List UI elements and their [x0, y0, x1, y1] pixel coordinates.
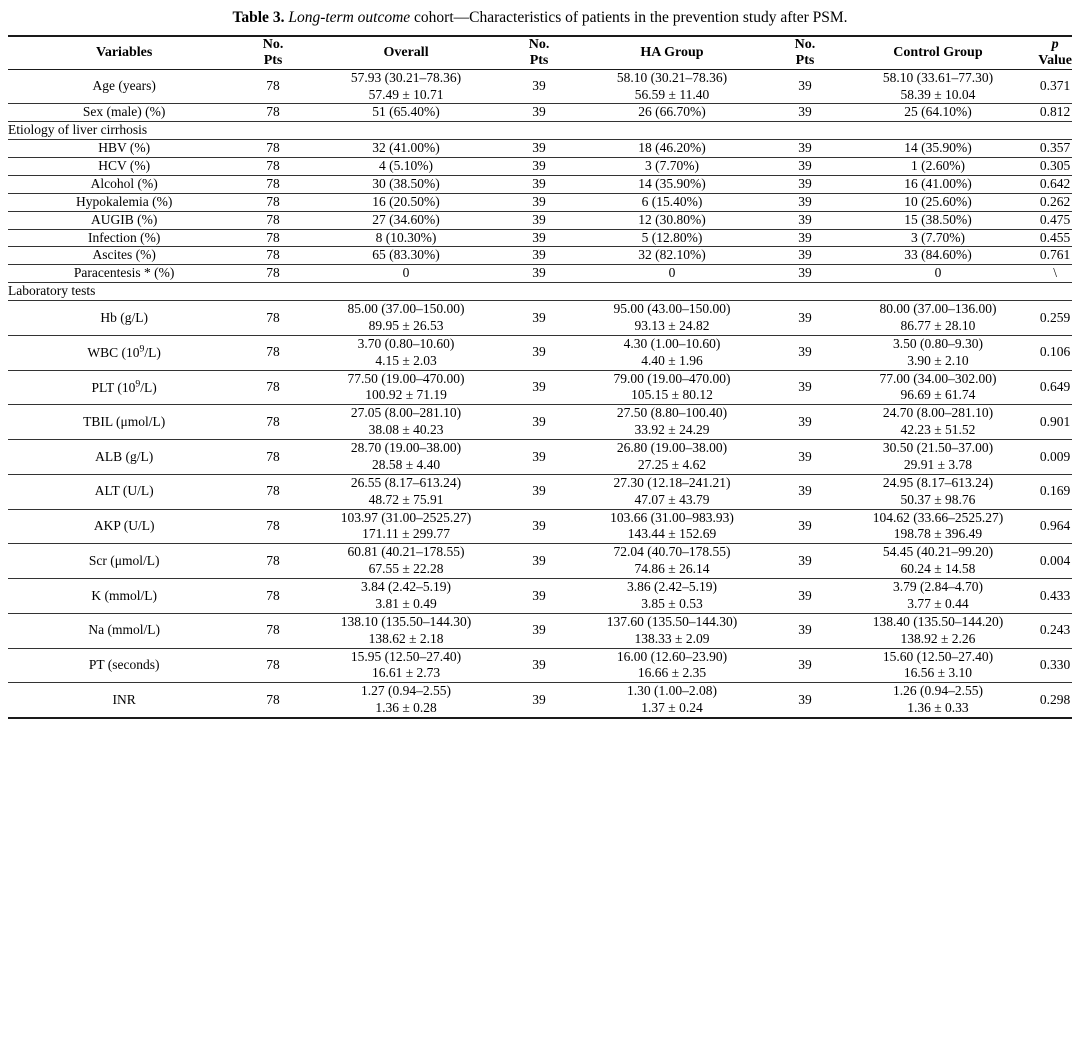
overall-value: 4 (5.10%)	[306, 158, 507, 176]
overall-n: 78	[240, 69, 305, 104]
control-n: 39	[772, 158, 837, 176]
table-row	[8, 683, 1072, 718]
control-value: 15 (38.50%)	[838, 211, 1039, 229]
overall-n: 78	[240, 579, 305, 614]
control-n: 39	[772, 265, 837, 283]
col-header-p-value-line2: Value	[1038, 53, 1072, 69]
control-n: 39	[772, 229, 837, 247]
overall-n: 78	[240, 370, 305, 405]
ha-value: 4.30 (1.00–10.60) 4.40 ± 1.96	[572, 335, 773, 370]
variable-name: Ascites (%)	[8, 247, 240, 265]
control-n: 39	[772, 579, 837, 614]
ha-n: 39	[506, 229, 571, 247]
ha-value: 137.60 (135.50–144.30) 138.33 ± 2.09	[572, 613, 773, 648]
control-n: 39	[772, 613, 837, 648]
p-value: 0.649	[1038, 370, 1072, 405]
ha-value: 103.66 (31.00–983.93) 143.44 ± 152.69	[572, 509, 773, 544]
overall-n: 78	[240, 247, 305, 265]
overall-n: 78	[240, 229, 305, 247]
variable-name: Hb (g/L)	[8, 301, 240, 336]
overall-value: 103.97 (31.00–2525.27) 171.11 ± 299.77	[306, 509, 507, 544]
variable-name: K (mmol/L)	[8, 579, 240, 614]
caption-italic: Long-term outcome	[288, 9, 411, 26]
control-n: 39	[772, 301, 837, 336]
section-label: Etiology of liver cirrhosis	[8, 122, 1072, 140]
col-header-control-group	[838, 36, 1039, 69]
overall-value: 65 (83.30%)	[306, 247, 507, 265]
col-header-no-pts-1-line1: No.	[262, 37, 284, 53]
overall-value: 32 (41.00%)	[306, 140, 507, 158]
ha-n: 39	[506, 211, 571, 229]
ha-value: 12 (30.80%)	[572, 211, 773, 229]
p-value: \	[1038, 265, 1072, 283]
control-n: 39	[772, 211, 837, 229]
ha-value: 58.10 (30.21–78.36) 56.59 ± 11.40	[572, 69, 773, 104]
variable-name: WBC $(10^9/L)$	[8, 335, 240, 370]
control-n: 39	[772, 104, 837, 122]
variable-name: INR	[8, 683, 240, 718]
table-row	[8, 104, 1072, 122]
overall-value: 0	[306, 265, 507, 283]
ha-value: 18 (46.20%)	[572, 140, 773, 158]
col-header-ha-group-label: HA Group	[640, 45, 704, 61]
control-n: 39	[772, 69, 837, 104]
overall-value: 16 (20.50%)	[306, 193, 507, 211]
ha-value: 14 (35.90%)	[572, 175, 773, 193]
overall-value: 77.50 (19.00–470.00) 100.92 ± 71.19	[306, 370, 507, 405]
overall-n: 78	[240, 158, 305, 176]
overall-n: 78	[240, 474, 305, 509]
ha-n: 39	[506, 247, 571, 265]
variable-name: HBV (%)	[8, 140, 240, 158]
overall-n: 78	[240, 613, 305, 648]
ha-n: 39	[506, 648, 571, 683]
table-row	[8, 509, 1072, 544]
control-n: 39	[772, 193, 837, 211]
col-header-control-group-label: Control Group	[893, 45, 983, 61]
col-header-no-pts-2-line1: No.	[528, 37, 550, 53]
control-value: 80.00 (37.00–136.00) 86.77 ± 28.10	[838, 301, 1039, 336]
table-row	[8, 474, 1072, 509]
ha-value: 26.80 (19.00–38.00) 27.25 ± 4.62	[572, 440, 773, 475]
p-value: 0.330	[1038, 648, 1072, 683]
col-header-no-pts-2-line2: Pts	[529, 53, 549, 69]
col-header-no-pts-3	[772, 36, 837, 69]
ha-value: 72.04 (40.70–178.55) 74.86 ± 26.14	[572, 544, 773, 579]
p-value: 0.106	[1038, 335, 1072, 370]
ha-n: 39	[506, 175, 571, 193]
overall-value: 57.93 (30.21–78.36) 57.49 ± 10.71	[306, 69, 507, 104]
table-row	[8, 648, 1072, 683]
control-value: 14 (35.90%)	[838, 140, 1039, 158]
table-body	[8, 69, 1072, 718]
overall-value: 27 (34.60%)	[306, 211, 507, 229]
table-row	[8, 211, 1072, 229]
col-header-p-value	[1038, 36, 1072, 69]
table-row	[8, 301, 1072, 336]
table-section-row	[8, 283, 1072, 301]
col-header-overall	[306, 36, 507, 69]
p-value: 0.761	[1038, 247, 1072, 265]
ha-n: 39	[506, 69, 571, 104]
ha-value: 26 (66.70%)	[572, 104, 773, 122]
ha-value: 6 (15.40%)	[572, 193, 773, 211]
ha-value: 27.50 (8.80–100.40) 33.92 ± 24.29	[572, 405, 773, 440]
col-header-variables-label: Variables	[96, 45, 153, 61]
overall-n: 78	[240, 211, 305, 229]
header-row	[8, 36, 1072, 69]
control-n: 39	[772, 370, 837, 405]
ha-n: 39	[506, 335, 571, 370]
control-value: 33 (84.60%)	[838, 247, 1039, 265]
variable-name: HCV (%)	[8, 158, 240, 176]
overall-n: 78	[240, 544, 305, 579]
ha-n: 39	[506, 104, 571, 122]
table-row	[8, 544, 1072, 579]
p-value: 0.455	[1038, 229, 1072, 247]
variable-name: PT (seconds)	[8, 648, 240, 683]
ha-value: 0	[572, 265, 773, 283]
table-row	[8, 158, 1072, 176]
ha-n: 39	[506, 301, 571, 336]
p-value: 0.262	[1038, 193, 1072, 211]
p-value: 0.475	[1038, 211, 1072, 229]
col-header-p-value-line1: p	[1051, 37, 1059, 53]
variable-name: ALB (g/L)	[8, 440, 240, 475]
table-number: Table 3.	[232, 9, 285, 26]
p-value: 0.009	[1038, 440, 1072, 475]
table-row	[8, 193, 1072, 211]
col-header-no-pts-1	[240, 36, 305, 69]
control-value: 1 (2.60%)	[838, 158, 1039, 176]
table-row	[8, 440, 1072, 475]
control-value: 54.45 (40.21–99.20) 60.24 ± 14.58	[838, 544, 1039, 579]
overall-n: 78	[240, 683, 305, 718]
table-row	[8, 405, 1072, 440]
overall-value: 15.95 (12.50–27.40) 16.61 ± 2.73	[306, 648, 507, 683]
overall-n: 78	[240, 405, 305, 440]
ha-n: 39	[506, 613, 571, 648]
control-value: 3 (7.70%)	[838, 229, 1039, 247]
col-header-overall-label: Overall	[383, 45, 429, 61]
variable-name: TBIL (μmol/L)	[8, 405, 240, 440]
ha-value: 79.00 (19.00–470.00) 105.15 ± 80.12	[572, 370, 773, 405]
col-header-no-pts-3-line2: Pts	[795, 53, 815, 69]
ha-n: 39	[506, 474, 571, 509]
control-value: 138.40 (135.50–144.20) 138.92 ± 2.26	[838, 613, 1039, 648]
control-value: 3.79 (2.84–4.70) 3.77 ± 0.44	[838, 579, 1039, 614]
control-value: 3.50 (0.80–9.30) 3.90 ± 2.10	[838, 335, 1039, 370]
variable-name: Na (mmol/L)	[8, 613, 240, 648]
control-n: 39	[772, 175, 837, 193]
overall-n: 78	[240, 440, 305, 475]
p-value: 0.298	[1038, 683, 1072, 718]
control-n: 39	[772, 440, 837, 475]
table-row	[8, 175, 1072, 193]
control-value: 24.95 (8.17–613.24) 50.37 ± 98.76	[838, 474, 1039, 509]
ha-n: 39	[506, 370, 571, 405]
caption-rest: cohort—Characteristics of patients in the prevention study after PSM.	[410, 9, 848, 26]
ha-value: 1.30 (1.00–2.08) 1.37 ± 0.24	[572, 683, 773, 718]
variable-name: Paracentesis * (%)	[8, 265, 240, 283]
overall-value: 8 (10.30%)	[306, 229, 507, 247]
table-row	[8, 579, 1072, 614]
overall-value: 26.55 (8.17–613.24) 48.72 ± 75.91	[306, 474, 507, 509]
col-header-variables	[8, 36, 240, 69]
variable-name: Alcohol (%)	[8, 175, 240, 193]
ha-value: 3 (7.70%)	[572, 158, 773, 176]
ha-n: 39	[506, 509, 571, 544]
control-value: 0	[838, 265, 1039, 283]
table-row	[8, 613, 1072, 648]
overall-n: 78	[240, 648, 305, 683]
ha-value: 95.00 (43.00–150.00) 93.13 ± 24.82	[572, 301, 773, 336]
col-header-no-pts-1-line2: Pts	[263, 53, 283, 69]
overall-value: 28.70 (19.00–38.00) 28.58 ± 4.40	[306, 440, 507, 475]
ha-n: 39	[506, 193, 571, 211]
overall-value: 1.27 (0.94–2.55) 1.36 ± 0.28	[306, 683, 507, 718]
overall-n: 78	[240, 140, 305, 158]
overall-n: 78	[240, 104, 305, 122]
control-n: 39	[772, 648, 837, 683]
ha-n: 39	[506, 140, 571, 158]
overall-n: 78	[240, 193, 305, 211]
overall-n: 78	[240, 509, 305, 544]
ha-value: 16.00 (12.60–23.90) 16.66 ± 2.35	[572, 648, 773, 683]
table-row	[8, 247, 1072, 265]
overall-value: 30 (38.50%)	[306, 175, 507, 193]
p-value: 0.305	[1038, 158, 1072, 176]
overall-value: 138.10 (135.50–144.30) 138.62 ± 2.18	[306, 613, 507, 648]
control-value: 24.70 (8.00–281.10) 42.23 ± 51.52	[838, 405, 1039, 440]
ha-n: 39	[506, 440, 571, 475]
overall-n: 78	[240, 265, 305, 283]
p-value: 0.004	[1038, 544, 1072, 579]
overall-value: 3.70 (0.80–10.60) 4.15 ± 2.03	[306, 335, 507, 370]
variable-name: Hypokalemia (%)	[8, 193, 240, 211]
variable-name: PLT $(10^9/L)$	[8, 370, 240, 405]
control-n: 39	[772, 405, 837, 440]
ha-n: 39	[506, 265, 571, 283]
table-section-row	[8, 122, 1072, 140]
variable-name: AKP (U/L)	[8, 509, 240, 544]
control-n: 39	[772, 247, 837, 265]
ha-n: 39	[506, 579, 571, 614]
col-header-no-pts-2	[506, 36, 571, 69]
control-value: 30.50 (21.50–37.00) 29.91 ± 3.78	[838, 440, 1039, 475]
p-value: 0.243	[1038, 613, 1072, 648]
control-value: 25 (64.10%)	[838, 104, 1039, 122]
ha-n: 39	[506, 405, 571, 440]
control-n: 39	[772, 544, 837, 579]
table-caption	[8, 8, 1072, 27]
ha-value: 32 (82.10%)	[572, 247, 773, 265]
ha-n: 39	[506, 544, 571, 579]
ha-value: 3.86 (2.42–5.19) 3.85 ± 0.53	[572, 579, 773, 614]
p-value: 0.642	[1038, 175, 1072, 193]
p-value: 0.259	[1038, 301, 1072, 336]
overall-n: 78	[240, 335, 305, 370]
variable-name: Sex (male) (%)	[8, 104, 240, 122]
control-value: 58.10 (33.61–77.30) 58.39 ± 10.04	[838, 69, 1039, 104]
table-row	[8, 229, 1072, 247]
table-head	[8, 36, 1072, 69]
table-row	[8, 69, 1072, 104]
ha-n: 39	[506, 158, 571, 176]
control-value: 1.26 (0.94–2.55) 1.36 ± 0.33	[838, 683, 1039, 718]
variable-name: Scr (μmol/L)	[8, 544, 240, 579]
ha-value: 5 (12.80%)	[572, 229, 773, 247]
control-n: 39	[772, 474, 837, 509]
overall-value: 60.81 (40.21–178.55) 67.55 ± 22.28	[306, 544, 507, 579]
p-value: 0.964	[1038, 509, 1072, 544]
overall-value: 3.84 (2.42–5.19) 3.81 ± 0.49	[306, 579, 507, 614]
p-value: 0.433	[1038, 579, 1072, 614]
ha-n: 39	[506, 683, 571, 718]
control-n: 39	[772, 509, 837, 544]
control-value: 16 (41.00%)	[838, 175, 1039, 193]
variable-name: Age (years)	[8, 69, 240, 104]
p-value: 0.169	[1038, 474, 1072, 509]
table-row	[8, 265, 1072, 283]
overall-value: 85.00 (37.00–150.00) 89.95 ± 26.53	[306, 301, 507, 336]
overall-value: 27.05 (8.00–281.10) 38.08 ± 40.23	[306, 405, 507, 440]
characteristics-table	[8, 35, 1072, 719]
control-value: 77.00 (34.00–302.00) 96.69 ± 61.74	[838, 370, 1039, 405]
control-value: 15.60 (12.50–27.40) 16.56 ± 3.10	[838, 648, 1039, 683]
ha-value: 27.30 (12.18–241.21) 47.07 ± 43.79	[572, 474, 773, 509]
section-label: Laboratory tests	[8, 283, 1072, 301]
control-n: 39	[772, 335, 837, 370]
p-value: 0.357	[1038, 140, 1072, 158]
control-n: 39	[772, 140, 837, 158]
table-row	[8, 370, 1072, 405]
overall-value: 51 (65.40%)	[306, 104, 507, 122]
variable-name: ALT (U/L)	[8, 474, 240, 509]
overall-n: 78	[240, 175, 305, 193]
control-value: 10 (25.60%)	[838, 193, 1039, 211]
p-value: 0.371	[1038, 69, 1072, 104]
control-n: 39	[772, 683, 837, 718]
p-value: 0.812	[1038, 104, 1072, 122]
p-value: 0.901	[1038, 405, 1072, 440]
table-row	[8, 140, 1072, 158]
col-header-ha-group	[572, 36, 773, 69]
control-value: 104.62 (33.66–2525.27) 198.78 ± 396.49	[838, 509, 1039, 544]
variable-name: Infection (%)	[8, 229, 240, 247]
table-row	[8, 335, 1072, 370]
variable-name: AUGIB (%)	[8, 211, 240, 229]
col-header-no-pts-3-line1: No.	[794, 37, 816, 53]
overall-n: 78	[240, 301, 305, 336]
